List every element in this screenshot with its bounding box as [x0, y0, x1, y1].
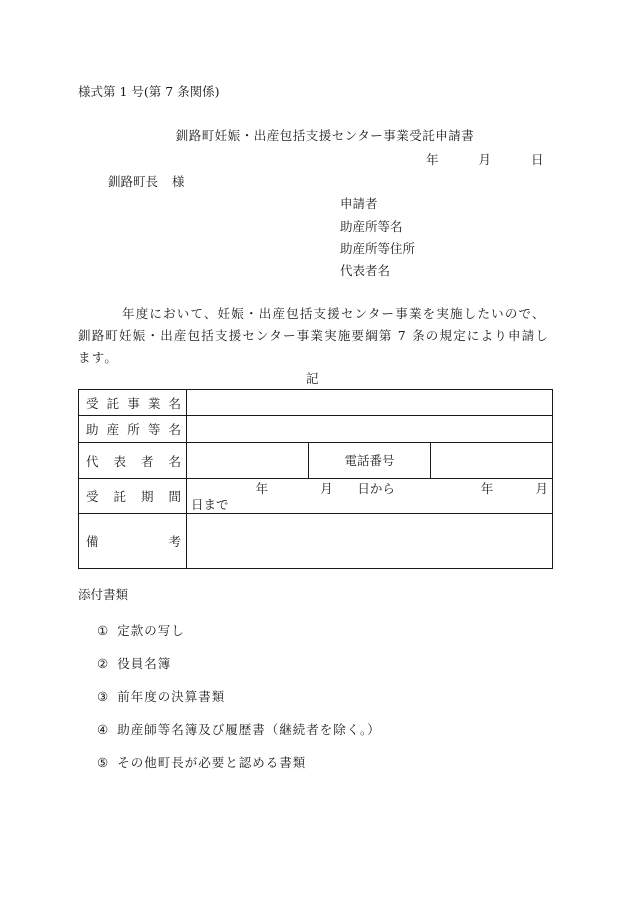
period-year-from: 年 — [255, 480, 269, 496]
office-name-label: 助産所等名 — [340, 219, 403, 234]
period-year-to: 年 — [480, 480, 494, 496]
table-row-office-name — [79, 416, 553, 443]
addressee — [108, 172, 185, 190]
phone-field[interactable] — [431, 443, 553, 479]
remarks-label: 備考 — [79, 514, 187, 569]
application-table — [78, 389, 553, 569]
representative-label: 代表者名 — [340, 263, 391, 278]
ki-marker: 記 — [306, 371, 319, 386]
date-month: 月 — [478, 152, 492, 167]
representative-field[interactable] — [187, 443, 309, 479]
form-number: 様式第 1 号(第 7 条関係) — [78, 84, 220, 99]
business-name-label: 受託事業名 — [79, 390, 187, 416]
office-name-field[interactable] — [187, 416, 553, 443]
attachment-item: ⑤ その他町長が必要と認める書類 — [97, 755, 307, 770]
period-month-from: 月 — [320, 480, 333, 496]
attachment-item: ① 定款の写し — [97, 623, 185, 638]
intro-paragraph — [78, 303, 554, 369]
attachments-heading: 添付書類 — [78, 587, 129, 602]
addressee-honorific: 様 — [172, 174, 185, 189]
date-year: 年 — [426, 152, 439, 167]
attachment-item: ② 役員名簿 — [97, 656, 172, 671]
phone-label: 電話番号 — [309, 443, 431, 479]
table-row-remarks — [79, 514, 553, 569]
business-name-field[interactable] — [187, 390, 553, 416]
office-address-label: 助産所等住所 — [340, 241, 416, 256]
office-name-table-label: 助産所等名 — [79, 416, 187, 443]
date-line — [426, 150, 544, 168]
table-row-business-name — [79, 390, 553, 416]
date-day: 日 — [531, 152, 544, 167]
table-row-representative — [79, 443, 553, 479]
period-until: 日まで — [191, 496, 229, 512]
period-month-to: 月 — [535, 480, 548, 496]
remarks-field[interactable] — [187, 514, 553, 569]
attachment-item: ③ 前年度の決算書類 — [97, 689, 226, 704]
attachment-item: ④ 助産師等名簿及び履歴書（継続者を除く。） — [97, 722, 381, 737]
applicant-label: 申請者 — [340, 196, 378, 211]
table-row-period — [79, 479, 553, 514]
document-title: 釧路町妊娠・出産包括支援センター事業受託申請書 — [175, 128, 475, 143]
period-field[interactable] — [187, 479, 553, 514]
period-line — [191, 481, 548, 497]
representative-table-label: 代表者名 — [79, 443, 187, 479]
intro-text: 年度において、妊娠・出産包括支援センター事業を実施したいので、釧路町妊娠・出産包括支援センター事業実施要綱第 7 条の規定により申請します。 — [78, 306, 550, 365]
period-label: 受託期間 — [79, 479, 187, 514]
period-day-from: 日から — [357, 480, 395, 496]
addressee-name: 釧路町長 — [108, 174, 159, 189]
